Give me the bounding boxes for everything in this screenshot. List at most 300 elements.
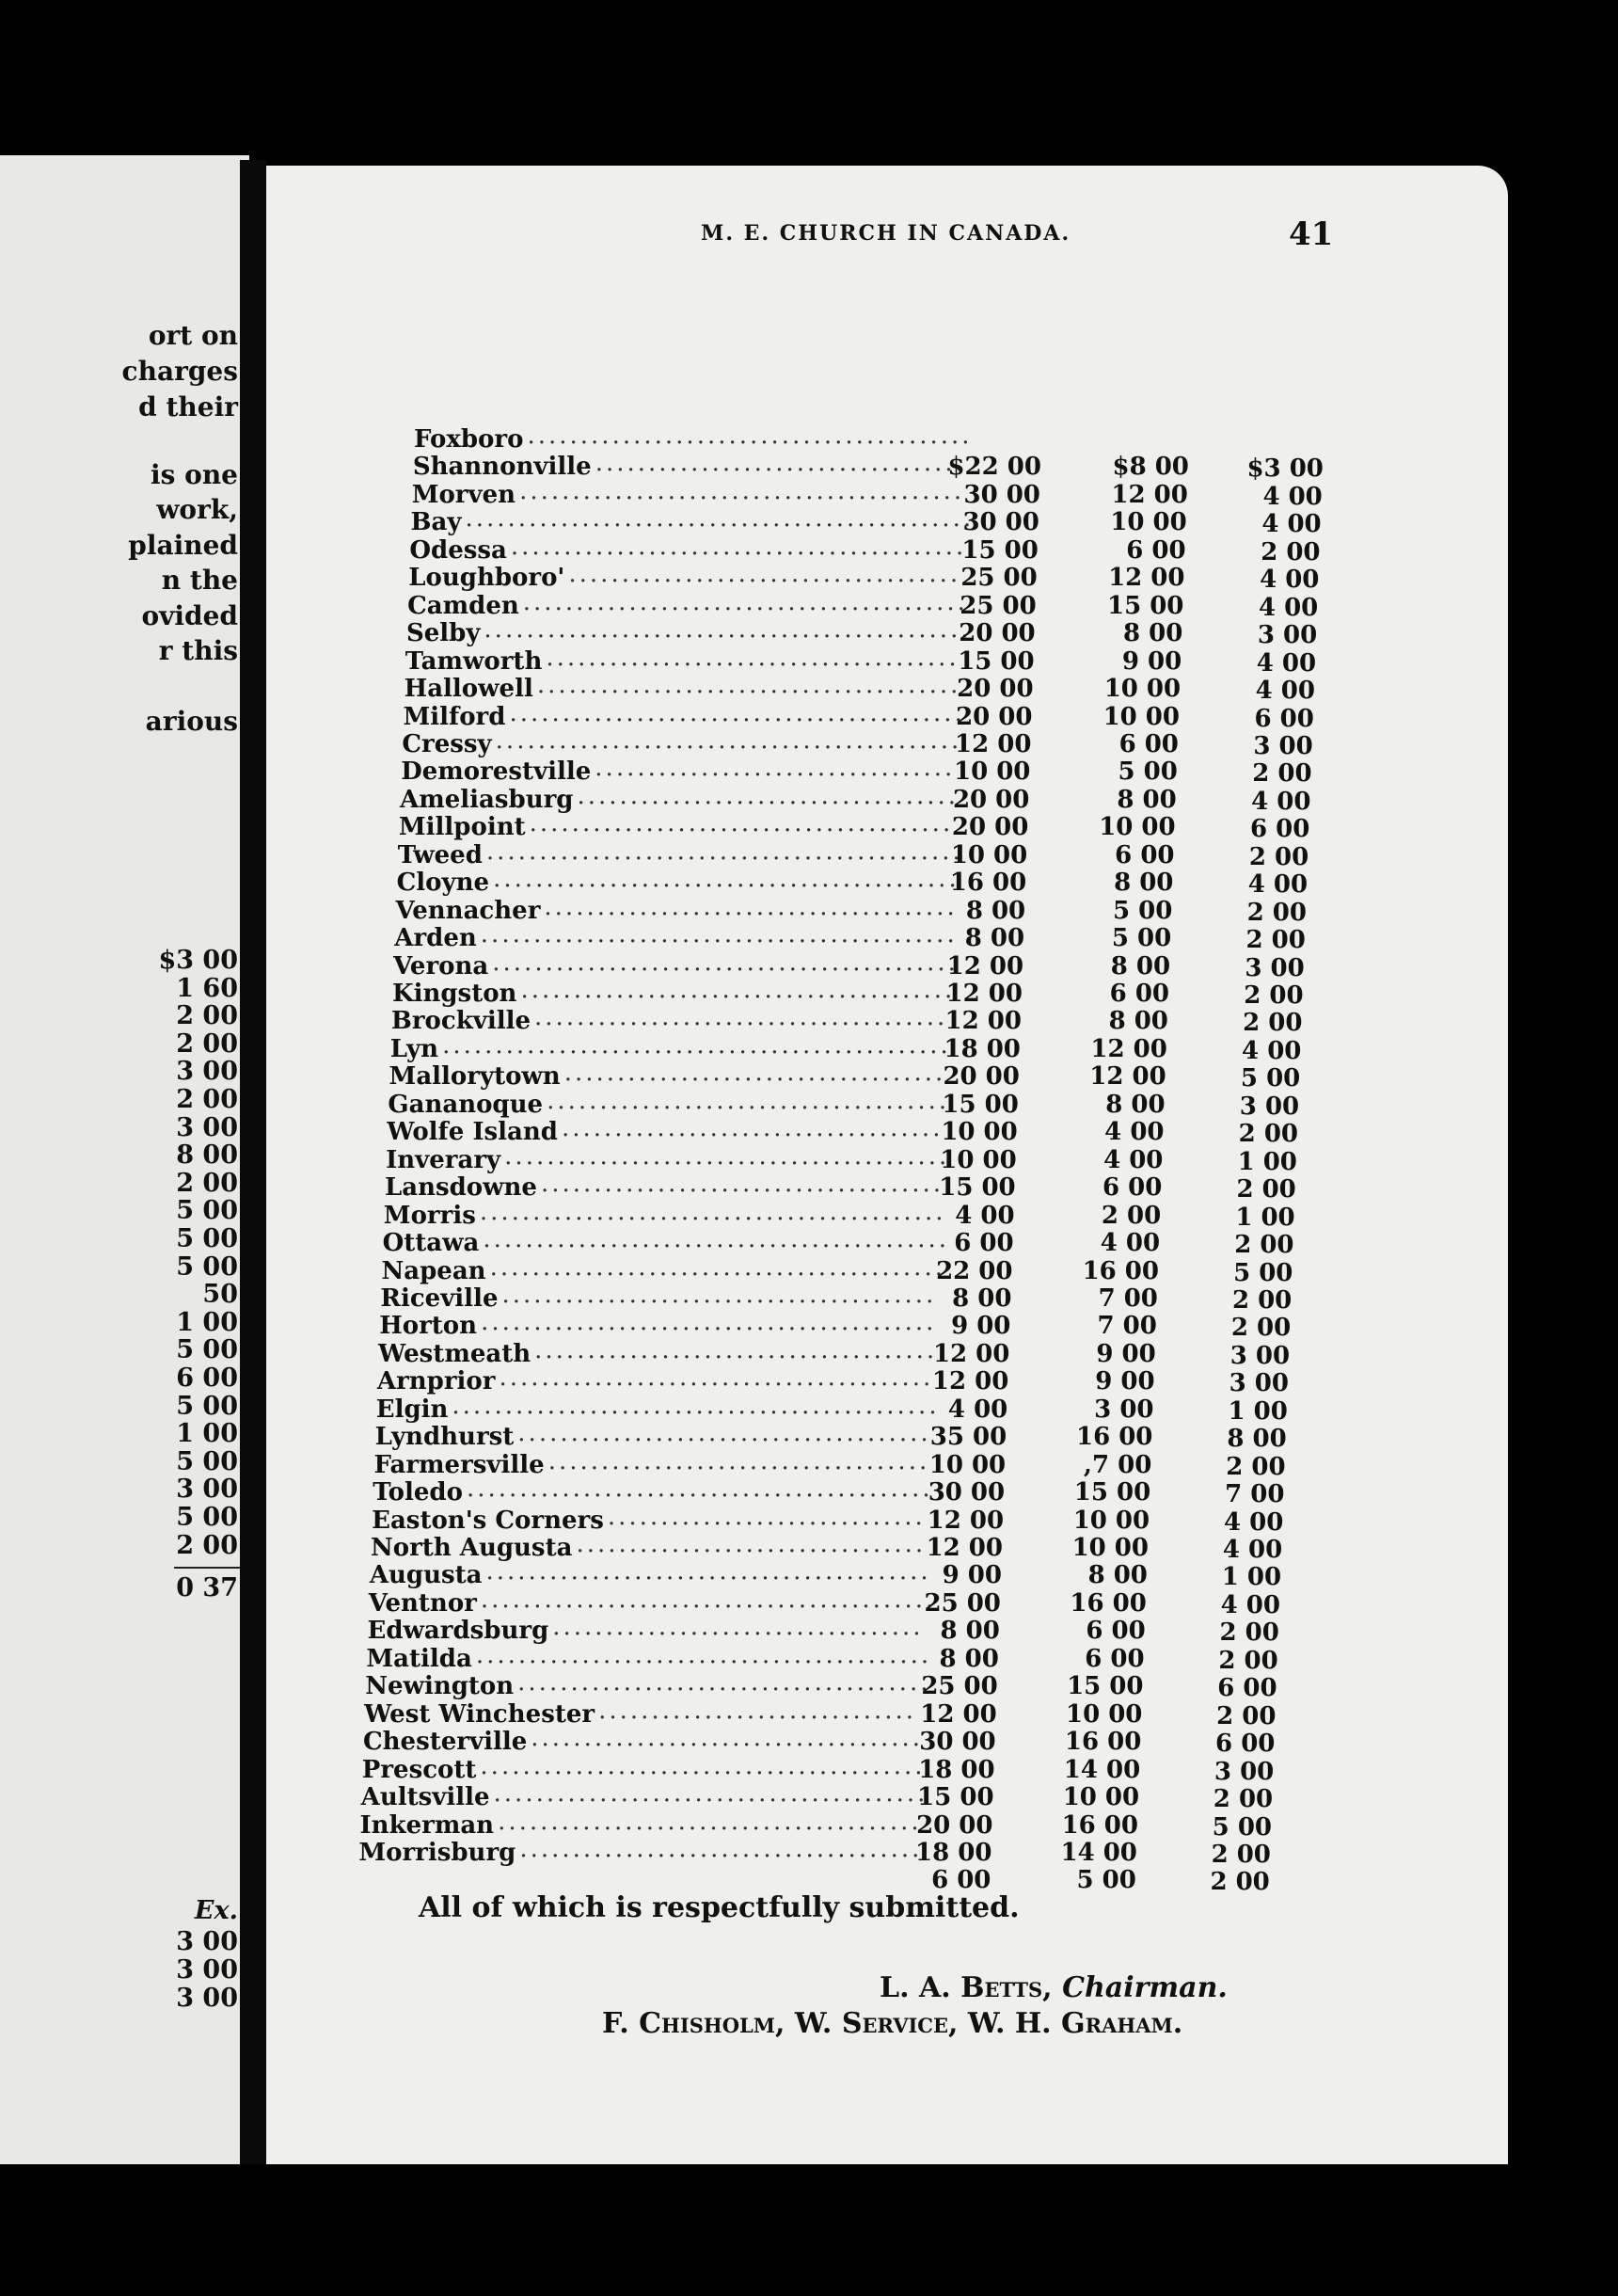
leader-dots: .................................... <box>563 1059 946 1088</box>
amount-col-a: 4 00 <box>955 1201 1015 1230</box>
amount-col-c: 4 00 <box>1260 566 1320 595</box>
amount-col-a: 10 00 <box>950 840 1028 869</box>
amount-col-c: 4 00 <box>1262 482 1323 511</box>
left-amount: 5 00 <box>176 1196 238 1226</box>
amount-col-b: 10 00 <box>1103 675 1182 704</box>
left-page-fragment <box>0 155 249 2164</box>
left-ex-header: Ex. <box>194 1896 238 1925</box>
left-total: 0 37 <box>176 1573 238 1602</box>
amount-col-a: 8 00 <box>964 924 1025 953</box>
amount-col-b: 12 00 <box>1111 480 1188 509</box>
amount-col-a: 30 00 <box>962 508 1039 537</box>
circuit-name: Inkerman <box>359 1810 495 1840</box>
left-amount: 2 00 <box>176 1001 238 1031</box>
left-ex-value: 3 00 <box>176 1984 238 2013</box>
amount-col-a: 8 00 <box>940 1617 1000 1646</box>
leader-dots: ........................................ <box>498 1807 922 1836</box>
amount-col-c: 2 00 <box>1252 759 1312 789</box>
amount-col-c: 4 00 <box>1261 510 1322 539</box>
circuit-name: North Augusta <box>371 1534 573 1562</box>
amount-col-b: 9 00 <box>1121 646 1182 676</box>
circuit-name: Farmersville <box>373 1450 545 1479</box>
amount-col-c: 3 00 <box>1229 1369 1289 1398</box>
left-amount: 6 00 <box>176 1363 238 1393</box>
amount-col-b: 3 00 <box>1094 1395 1154 1424</box>
circuit-name: Gananoque <box>388 1090 544 1119</box>
left-amount: 5 00 <box>176 1335 238 1365</box>
amount-col-b: 9 00 <box>1096 1339 1156 1368</box>
leader-dots: ........................................... <box>510 532 967 561</box>
circuit-name: Morrisburg <box>358 1838 516 1867</box>
circuit-name: Aultsville <box>360 1783 490 1812</box>
amount-col-b: $8 00 <box>1112 453 1189 482</box>
amount-col-a: 12 00 <box>931 1367 1009 1396</box>
circuit-name: Augusta <box>369 1561 483 1590</box>
amount-col-c: 2 00 <box>1238 1120 1298 1149</box>
left-amount: 2 00 <box>176 1085 238 1114</box>
amount-col-a: 20 00 <box>952 785 1030 814</box>
amount-col-c: 1 00 <box>1237 1147 1297 1176</box>
amount-col-a: 15 00 <box>942 1090 1019 1119</box>
circuit-name: Vennacher <box>395 896 541 925</box>
amount-col-c: 4 00 <box>1258 593 1319 622</box>
book-spine <box>240 160 266 2164</box>
leader-dots: ....................................... <box>517 1419 931 1448</box>
amount-col-a: 20 00 <box>951 813 1029 842</box>
amount-col-b: 10 00 <box>1065 1699 1143 1729</box>
amount-col-a: 12 00 <box>944 1007 1022 1036</box>
left-text-line: ort on <box>148 320 238 351</box>
circuit-name: Toledo <box>373 1478 463 1507</box>
amount-col-b: 4 00 <box>1100 1229 1161 1258</box>
amount-col-c: 2 00 <box>1236 1175 1296 1204</box>
amount-col-a: 18 00 <box>944 1034 1021 1063</box>
amount-col-c: 5 00 <box>1240 1064 1301 1093</box>
amount-col-c: 2 00 <box>1248 842 1309 871</box>
amount-col-c: 4 00 <box>1220 1590 1280 1619</box>
left-text-line: charges <box>121 356 238 387</box>
circuit-name: Arden <box>394 924 477 953</box>
amount-col-a: 22 00 <box>936 1256 1013 1285</box>
amount-col-c: 3 00 <box>1257 621 1318 650</box>
amount-col-a: 10 00 <box>928 1450 1007 1479</box>
circuit-name: Matilda <box>366 1644 472 1673</box>
amount-col-a: 20 00 <box>943 1062 1020 1092</box>
amount-col-c: 2 00 <box>1245 926 1306 955</box>
circuit-name: Ottawa <box>382 1229 480 1258</box>
amount-col-c: 2 00 <box>1211 1840 1271 1869</box>
leader-dots: ......................................... <box>501 1280 937 1309</box>
left-total-rule <box>174 1567 240 1569</box>
amount-col-a: 25 00 <box>960 564 1038 593</box>
amount-col-c: 2 00 <box>1226 1452 1286 1481</box>
amount-col-b: ,7 00 <box>1083 1450 1152 1479</box>
circuit-name: Edwardsburg <box>367 1617 549 1646</box>
leader-dots: .......................................... <box>527 422 973 450</box>
amount-col-b: 16 00 <box>1075 1423 1153 1452</box>
amount-col-b: 5 00 <box>1118 757 1178 787</box>
amount-col-a: 18 00 <box>918 1755 995 1784</box>
left-amount: $3 00 <box>158 946 238 975</box>
amount-col-b: 14 00 <box>1060 1838 1137 1867</box>
amount-col-a: 8 00 <box>952 1284 1012 1313</box>
amount-col-a: 25 00 <box>924 1588 1001 1618</box>
leader-dots: ................................... <box>552 1613 924 1642</box>
circuit-name: Elgin <box>375 1395 449 1424</box>
leader-dots: ....................................... <box>546 643 960 672</box>
left-amount: 1 60 <box>176 973 238 1003</box>
amount-col-a: 9 00 <box>942 1561 1002 1590</box>
leader-dots: ............................................ <box>479 1197 946 1226</box>
circuit-name: Morris <box>383 1201 476 1230</box>
page-title: M. E. CHURCH IN CANADA. <box>701 221 1071 246</box>
leader-dots: .................................... <box>561 1114 944 1143</box>
leader-dots: ......................................... <box>520 976 956 1004</box>
amount-col-a: 12 00 <box>946 951 1024 981</box>
leader-dots: .......................................... <box>485 1557 931 1586</box>
amount-col-c: 6 00 <box>1254 704 1314 733</box>
left-amount: 5 00 <box>176 1446 238 1476</box>
circuit-name: Brockville <box>390 1007 531 1036</box>
circuit-name: Selby <box>405 619 481 648</box>
leader-dots: ........................................... <box>489 1252 945 1282</box>
left-amount: 3 00 <box>176 1057 238 1087</box>
chairman-name: L. A. Betts, <box>880 1971 1053 2004</box>
circuit-name: Millpoint <box>398 813 526 842</box>
amount-col-a: 15 00 <box>917 1783 994 1812</box>
leader-dots: ......................................... <box>493 1779 928 1809</box>
amount-col-c: 2 00 <box>1219 1618 1279 1648</box>
leader-dots: .......................................... <box>522 587 968 616</box>
circuit-name: Morven <box>411 480 516 509</box>
amount-col-c: 3 00 <box>1229 1341 1291 1370</box>
amount-col-a: 8 00 <box>965 896 1026 925</box>
amount-col-b: 6 00 <box>1102 1173 1163 1203</box>
amount-col-c: 5 00 <box>1212 1812 1272 1842</box>
left-amount: 1 00 <box>176 1419 238 1449</box>
amount-col-b: 6 00 <box>1085 1644 1145 1673</box>
left-amount: 2 00 <box>176 1168 238 1198</box>
circuit-name: Foxboro <box>414 425 524 454</box>
amount-col-b: 6 00 <box>1109 980 1169 1008</box>
leader-dots: ....................................... <box>544 892 958 921</box>
amount-col-b: 2 00 <box>1101 1201 1162 1230</box>
left-text-line: work, <box>156 494 238 525</box>
circuit-name: Tweed <box>397 840 483 869</box>
leader-dots: .................................. <box>595 754 956 783</box>
left-amount: 2 00 <box>176 1530 238 1560</box>
amount-col-a: 4 00 <box>947 1395 1008 1424</box>
circuit-name: Inverary <box>386 1145 501 1174</box>
amount-col-b: 10 00 <box>1071 1534 1149 1562</box>
left-ex-value: 3 00 <box>176 1955 238 1985</box>
amount-col-c: 1 00 <box>1228 1396 1288 1426</box>
leader-dots: ............................................ <box>483 1225 950 1254</box>
leader-dots: .................................... <box>547 1446 930 1475</box>
amount-col-b: 8 00 <box>1117 785 1177 814</box>
left-amount: 3 00 <box>176 1475 238 1505</box>
amount-col-b: 10 00 <box>1099 813 1176 842</box>
circuit-name: Tamworth <box>404 646 543 676</box>
amount-col-b: 12 00 <box>1090 1034 1167 1063</box>
chairman-signature <box>880 1971 1228 2004</box>
amount-col-b: 15 00 <box>1106 591 1184 620</box>
amount-col-b: 4 00 <box>1104 1118 1165 1147</box>
amount-col-c: 2 00 <box>1246 898 1307 927</box>
circuit-name: Milford <box>403 702 506 731</box>
circuit-name: Mallorytown <box>389 1062 561 1092</box>
amount-col-a: 15 00 <box>961 535 1039 565</box>
amount-col-b: 10 00 <box>1102 702 1180 731</box>
amount-col-b: 10 00 <box>1062 1783 1140 1812</box>
amount-col-c: 4 00 <box>1222 1536 1283 1564</box>
leader-dots: .................................... <box>577 781 960 810</box>
amount-col-a: 12 00 <box>927 1506 1005 1535</box>
left-amount: 5 00 <box>176 1503 238 1532</box>
amount-col-c: 4 00 <box>1256 648 1317 678</box>
circuit-name: Shannonville <box>412 453 592 482</box>
amount-col-c: 3 00 <box>1253 731 1313 760</box>
amount-col-c: 4 00 <box>1224 1507 1284 1537</box>
amount-col-b: 6 00 <box>1115 840 1175 869</box>
leader-dots: .............................. <box>598 1696 917 1725</box>
left-amount: 50 <box>202 1280 238 1310</box>
amount-col-c: 7 00 <box>1225 1480 1285 1509</box>
amount-col-a: 6 00 <box>931 1866 991 1895</box>
leader-dots: ............................................ <box>492 948 959 977</box>
leader-dots: ........................................... <box>480 1585 937 1614</box>
closing-statement: All of which is respectfully submitted. <box>419 1891 1020 1924</box>
page-number: 41 <box>1289 215 1334 253</box>
running-header <box>437 215 1378 259</box>
circuit-name: Easton's Corners <box>372 1506 604 1535</box>
amount-col-b: 8 00 <box>1110 951 1171 981</box>
leader-dots: ................................. <box>576 1530 927 1558</box>
circuit-name: Wolfe Island <box>387 1118 558 1147</box>
leader-dots: ............................................ <box>466 1475 933 1504</box>
amount-col-b: 8 00 <box>1087 1561 1148 1590</box>
leader-dots: ............................................. <box>485 837 963 866</box>
leader-dots: ..................................... <box>568 560 961 589</box>
leader-dots: .............................................. <box>452 1391 940 1420</box>
amount-col-a: 10 00 <box>941 1118 1018 1147</box>
left-text-line: d their <box>138 391 238 423</box>
leader-dots: ........................................... <box>475 1640 932 1669</box>
amount-col-a: 15 00 <box>939 1173 1016 1203</box>
leader-dots: ............................................ <box>495 725 962 755</box>
amount-col-a: 30 00 <box>919 1728 996 1757</box>
leader-dots: .............................................. <box>484 615 972 645</box>
leader-dots: ................................... <box>595 449 966 478</box>
circuit-name: Riceville <box>380 1284 499 1313</box>
amount-col-a: 12 00 <box>955 729 1032 758</box>
amount-col-c: 2 00 <box>1261 537 1321 566</box>
amount-col-a: 10 00 <box>953 757 1031 787</box>
circuit-name: Bay <box>410 508 462 537</box>
amount-col-b: 6 00 <box>1086 1617 1146 1646</box>
left-amount: 5 00 <box>176 1391 238 1421</box>
amount-col-c: 2 00 <box>1231 1285 1293 1315</box>
amount-col-c: 5 00 <box>1233 1258 1293 1287</box>
circuit-name: Napean <box>381 1256 486 1285</box>
left-amount: 1 00 <box>176 1307 238 1337</box>
amount-col-b: 8 00 <box>1122 619 1183 648</box>
leader-dots: ........................................... <box>509 698 965 727</box>
leader-dots: ...................................... <box>547 1086 950 1115</box>
committee-signatures: F. Chisholm, W. Service, W. H. Graham. <box>602 2007 1183 2040</box>
amount-col-a: 20 00 <box>956 702 1033 731</box>
amount-col-b: 10 00 <box>1072 1506 1150 1535</box>
amount-col-a: 25 00 <box>921 1672 998 1701</box>
amount-col-b: 12 00 <box>1108 564 1185 593</box>
amount-col-b: 16 00 <box>1070 1588 1147 1618</box>
amount-col-c: 4 00 <box>1255 677 1315 706</box>
amount-col-a: 12 00 <box>932 1339 1010 1368</box>
amount-col-b: 14 00 <box>1063 1755 1141 1784</box>
amount-col-b: 6 00 <box>1118 729 1179 758</box>
amount-col-b: 15 00 <box>1073 1478 1151 1507</box>
leader-dots: ....................................... <box>517 1668 931 1698</box>
amount-col-b: 15 00 <box>1067 1672 1144 1701</box>
amount-col-a: 8 00 <box>939 1644 999 1673</box>
chairman-role: Chairman. <box>1062 1971 1228 2004</box>
left-amount: 3 00 <box>176 1112 238 1142</box>
circuit-name: Arnprior <box>376 1367 496 1396</box>
circuit-name: Ameliasburg <box>400 785 574 814</box>
amount-col-b: 8 00 <box>1114 869 1174 898</box>
amount-col-a: 30 00 <box>928 1478 1006 1507</box>
circuit-name: Cloyne <box>396 869 490 898</box>
amount-col-a: 20 00 <box>916 1810 993 1840</box>
leader-dots: .......................................... <box>480 1751 926 1780</box>
amount-col-a: 12 00 <box>926 1534 1003 1562</box>
amount-col-c: 4 00 <box>1251 787 1311 816</box>
amount-col-a: 30 00 <box>963 480 1040 509</box>
circuit-name: West Winchester <box>364 1699 595 1729</box>
left-amount: 5 00 <box>176 1224 238 1253</box>
circuit-name: Demorestville <box>401 757 592 787</box>
left-text-line: r this <box>158 635 238 666</box>
amount-col-c: 2 00 <box>1230 1314 1292 1343</box>
amount-col-b: 5 00 <box>1112 896 1173 925</box>
left-ex-value: 3 00 <box>176 1927 238 1956</box>
amount-col-a: 6 00 <box>954 1229 1014 1258</box>
amount-col-c: 2 00 <box>1244 981 1304 1010</box>
amount-col-b: 7 00 <box>1097 1312 1157 1341</box>
leader-dots: .......................................... <box>504 1141 950 1171</box>
amount-col-b: 5 00 <box>1076 1866 1136 1895</box>
circuit-name: Lyndhurst <box>374 1423 515 1452</box>
amount-col-b: 10 00 <box>1110 508 1187 537</box>
leader-dots: ...................................... <box>519 1834 923 1863</box>
circuit-name: Lansdowne <box>384 1173 537 1203</box>
amount-col-a: 10 00 <box>940 1145 1017 1174</box>
amount-col-c: 8 00 <box>1227 1425 1287 1454</box>
left-text-line: arious <box>145 706 238 737</box>
left-text-line: plained <box>128 530 238 561</box>
amount-col-c: 6 00 <box>1250 815 1310 844</box>
amount-col-a: $22 00 <box>947 453 1041 482</box>
left-text-line: is one <box>151 459 238 490</box>
amount-col-c: 2 00 <box>1210 1868 1270 1897</box>
amount-col-c: 6 00 <box>1215 1730 1276 1759</box>
leader-dots: ...................................... <box>540 1170 944 1199</box>
circuit-name: Verona <box>393 951 489 981</box>
amount-col-c: 3 00 <box>1214 1757 1275 1786</box>
left-amount: 5 00 <box>176 1252 238 1282</box>
amount-col-a: 20 00 <box>957 675 1034 704</box>
amount-col-a: 35 00 <box>929 1423 1007 1452</box>
amount-col-a: 15 00 <box>958 646 1035 676</box>
amount-col-c: 6 00 <box>1217 1674 1277 1703</box>
left-text-line: ovided <box>141 600 238 631</box>
amount-col-c: 1 00 <box>1235 1203 1295 1232</box>
amount-col-c: 2 00 <box>1218 1646 1278 1675</box>
left-amount: 8 00 <box>176 1140 238 1171</box>
amount-col-a: 9 00 <box>951 1312 1011 1341</box>
circuit-name: Chesterville <box>362 1728 528 1757</box>
amount-col-a: 12 00 <box>920 1699 997 1729</box>
amount-col-a: 25 00 <box>960 591 1037 620</box>
circuit-name: Odessa <box>409 535 507 565</box>
circuit-name: Hallowell <box>404 675 533 704</box>
leader-dots: ................................................ <box>442 1030 951 1060</box>
amount-col-b: 6 00 <box>1126 535 1186 565</box>
left-amount: 2 00 <box>176 1028 238 1059</box>
amount-col-a: 20 00 <box>959 619 1036 648</box>
amount-col-b: 12 00 <box>1089 1062 1166 1092</box>
leader-dots: ............................................ <box>493 865 960 894</box>
amount-col-b: 16 00 <box>1064 1728 1142 1757</box>
leader-dots: ........................................ <box>529 809 954 838</box>
amount-col-b: 4 00 <box>1103 1145 1164 1174</box>
amount-col-b: 16 00 <box>1082 1256 1159 1285</box>
leader-dots: .......................................... <box>519 476 965 505</box>
left-text-line: n the <box>161 565 238 596</box>
leader-dots: ...................................... <box>534 1335 938 1364</box>
amount-col-b: 8 00 <box>1108 1007 1168 1036</box>
leader-dots: ..................................... <box>531 1724 924 1753</box>
amount-col-c: 2 00 <box>1213 1785 1274 1814</box>
circuit-name: Westmeath <box>378 1339 531 1368</box>
left-page-text-column <box>0 155 249 2164</box>
leader-dots: ................................................ <box>465 504 975 534</box>
amount-col-b: 5 00 <box>1111 924 1172 953</box>
amount-col-c: 4 00 <box>1242 1036 1302 1065</box>
amount-col-c: 2 00 <box>1216 1701 1277 1730</box>
circuit-name: Newington <box>365 1672 515 1701</box>
amount-col-c: 2 00 <box>1234 1231 1294 1260</box>
leader-dots: ....................................... <box>534 1003 948 1032</box>
circuit-name: Loughboro' <box>408 564 565 593</box>
amount-col-c: 2 00 <box>1243 1009 1303 1038</box>
amount-col-a: 12 00 <box>945 980 1023 1008</box>
leader-dots: .............................. <box>607 1502 926 1531</box>
circuit-name: Kingston <box>392 980 517 1008</box>
amount-col-c: 4 00 <box>1247 870 1309 900</box>
leader-dots: ............................................. <box>480 920 958 949</box>
amount-col-b: 7 00 <box>1098 1284 1158 1313</box>
amount-col-c: 3 00 <box>1239 1092 1300 1121</box>
circuit-name: Horton <box>379 1312 478 1341</box>
circuit-name: Prescott <box>361 1755 477 1784</box>
leader-dots: ......................................... <box>499 1363 934 1393</box>
amount-col-b: 16 00 <box>1061 1810 1138 1840</box>
leader-dots: ........................................... <box>481 1308 937 1337</box>
amount-col-c: 1 00 <box>1221 1563 1282 1592</box>
leader-dots: ........................................ <box>536 671 961 700</box>
circuit-name: Cressy <box>402 729 492 758</box>
